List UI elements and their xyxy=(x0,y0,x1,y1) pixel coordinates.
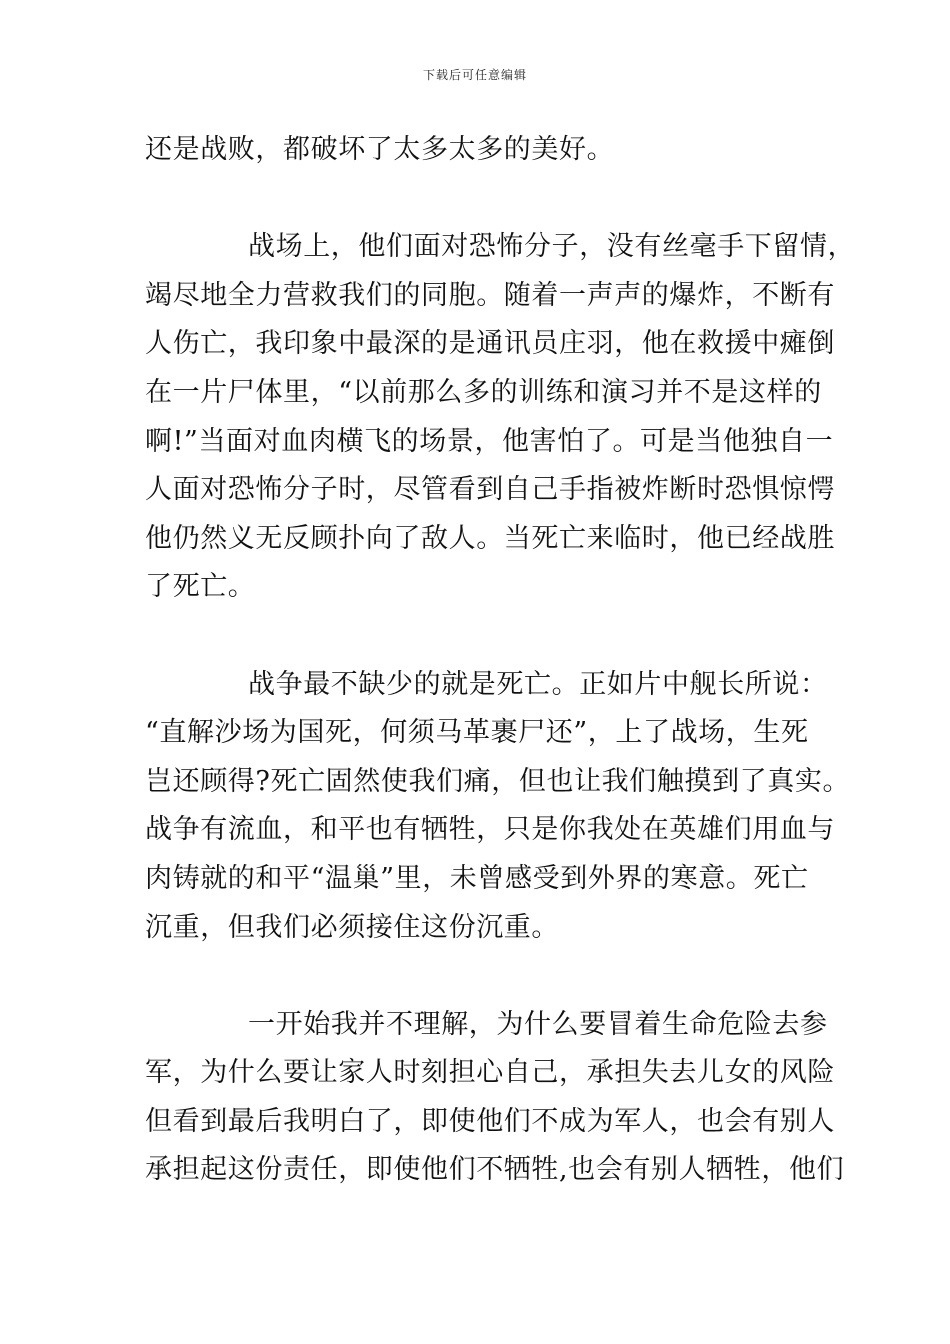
text-line: 战场上，他们面对恐怖分子，没有丝毫手下留情， xyxy=(248,231,856,263)
text-line: 但看到最后我明白了，即使他们不成为军人，也会有别人 xyxy=(145,1105,835,1137)
paragraph-4 xyxy=(145,1001,845,1195)
text-line: 人面对恐怖分子时，尽管看到自己手指被炸断时恐惧惊愕 xyxy=(145,474,835,506)
text-line: 战争最不缺少的就是死亡。正如片中舰长所说： xyxy=(248,668,828,700)
text-line: “直解沙场为国死，何须马革裹尸还”，上了战场，生死 xyxy=(145,717,809,749)
text-line: 岂还顾得?死亡固然使我们痛，但也让我们触摸到了真实。 xyxy=(145,765,851,797)
text-line: 还是战败，都破坏了太多太多的美好。 xyxy=(145,134,615,165)
text-line: 啊!”当面对血肉横飞的场景，他害怕了。可是当他独自一 xyxy=(145,425,834,457)
paragraph-2 xyxy=(145,223,856,612)
text-line: 一开始我并不理解，为什么要冒着生命危险去参 xyxy=(248,1008,828,1040)
text-line: 竭尽地全力营救我们的同胞。随着一声声的爆炸，不断有 xyxy=(145,279,835,311)
text-line: 了死亡。 xyxy=(145,571,256,603)
paragraph-gap xyxy=(145,175,825,224)
document-body xyxy=(145,126,856,1195)
paragraph-gap xyxy=(145,952,825,1001)
text-line: 他仍然义无反顾扑向了敌人。当死亡来临时，他已经战胜 xyxy=(145,522,835,554)
text-line: 在一片尸体里，“以前那么多的训练和演习并不是这样的 xyxy=(145,376,822,408)
text-line: 军，为什么要让家人时刻担心自己，承担失去儿女的风险 xyxy=(145,1057,835,1089)
text-line: 肉铸就的和平“温巢”里，未曾感受到外界的寒意。死亡 xyxy=(145,862,809,894)
text-line: 承担起这份责任，即使他们不牺牲,也会有别人牺牲，他们 xyxy=(145,1154,845,1186)
text-line: 战争有流血，和平也有牺牲，只是你我处在英雄们用血与 xyxy=(145,814,835,846)
paragraph-1 xyxy=(145,126,825,175)
paragraph-gap xyxy=(145,612,825,661)
text-line: 沉重，但我们必须接住这份沉重。 xyxy=(145,911,559,943)
text-line: 人伤亡，我印象中最深的是通讯员庄羽，他在救援中瘫倒 xyxy=(145,328,835,360)
page-header: 下载后可任意编辑 xyxy=(422,68,527,82)
paragraph-3 xyxy=(145,661,851,953)
